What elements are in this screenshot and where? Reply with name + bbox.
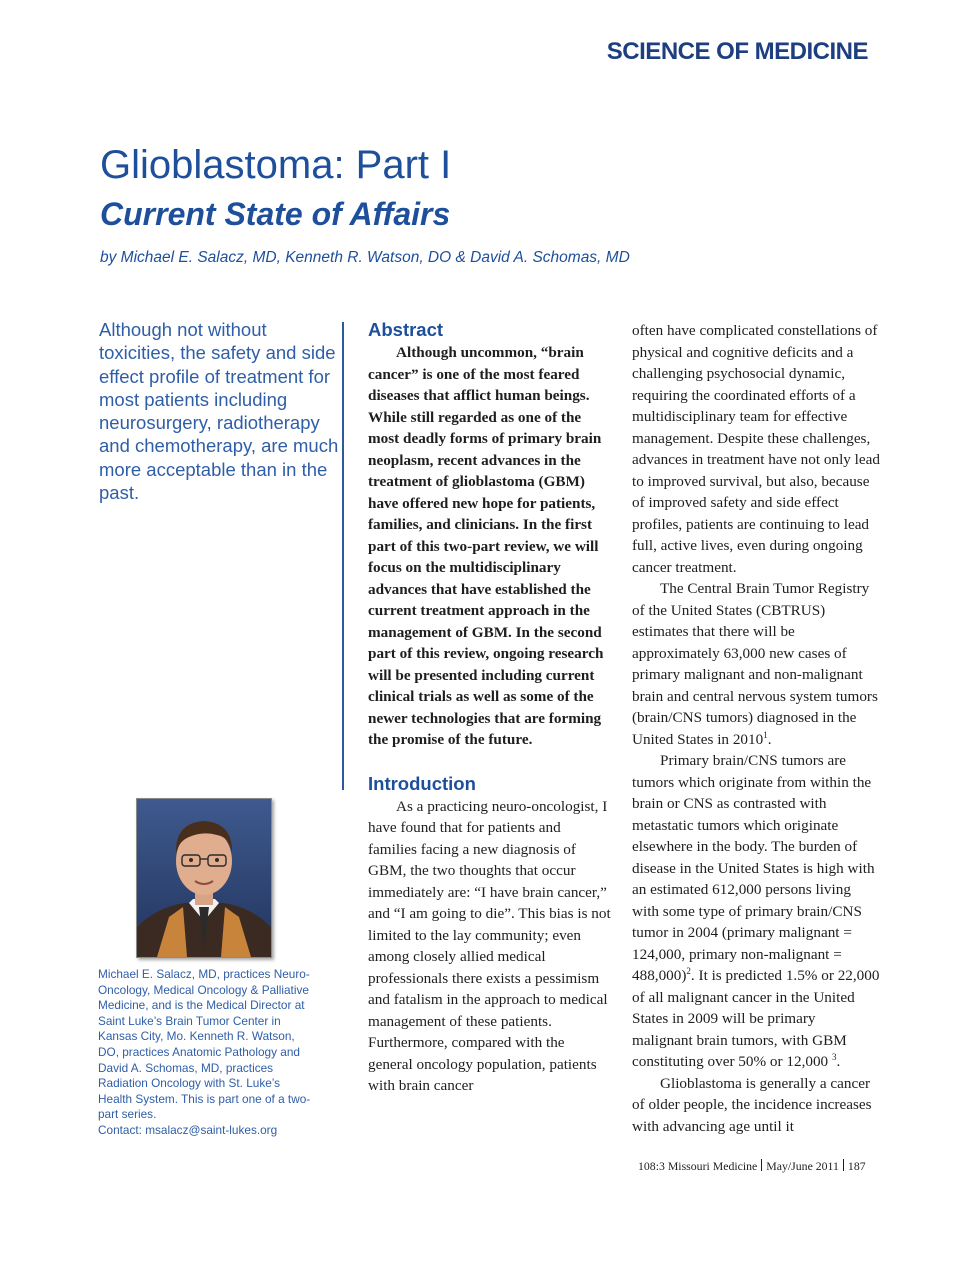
article-subtitle: Current State of Affairs xyxy=(100,196,451,232)
reference-1: 1 xyxy=(763,729,768,740)
author-bio xyxy=(98,967,313,1139)
column-right xyxy=(632,320,880,1137)
pull-quote-rule xyxy=(342,322,344,790)
footer-page-number: 187 xyxy=(847,1159,866,1173)
section-header: SCIENCE OF MEDICINE xyxy=(606,38,868,65)
col3-paragraph-3-end: . xyxy=(836,1053,841,1070)
abstract-heading: Abstract xyxy=(368,319,444,340)
byline: by Michael E. Salacz, MD, Kenneth R. Watson, DO & David A. Schomas, MD xyxy=(100,249,630,266)
author-bio-text: Michael E. Salacz, MD, practices Neuro-Oncology, Medical Oncology & Palliative Medicine, and is the Medical Director at Saint Luke’s Brain Tumor Center in Kansas City, Mo. Kenneth R. Watson, DO, practices Anatomic Pathology and David A. Schomas, MD, practices Radiation Oncology with St. Luke’s Health System. This is part one of a two-part series. xyxy=(98,967,311,1122)
abstract-text: Although uncommon, “brain cancer” is one of the most feared diseases that afflict human beings. While still regarded as one of the most deadly forms of primary brain neoplasm, recent advances in the treatment of glioblastoma (GBM) have offered new hope for patients, families, and clinicians. In the first part of this two-part review, we will focus on the multidisciplinary advances that have established the current treatment approach in the management of GBM. In the second part of this review, ongoing research will be presented including current clinical trials as well as some of the newer technologies that are forming the promise of the future. xyxy=(368,344,604,748)
introduction-text: As a practicing neuro-oncologist, I have found that for patients and families facing a new diagnosis of GBM, the two thoughts that occur immediately are: “I have brain cancer,” and “I am going to die”. This bias is not limited to the lay community; even among closely allied medical professionals there exists a pessimism and fatalism in the approach to medical management of these patients. Furthermore, compared with the general oncology population, patients with brain cancer xyxy=(368,797,611,1094)
col3-paragraph-2 xyxy=(632,578,880,750)
reference-3: 3 xyxy=(831,1051,837,1062)
footer-divider xyxy=(761,1159,762,1171)
author-photo xyxy=(136,798,272,958)
col3-paragraph-2-text: The Central Brain Tumor Registry of the United States (CBTRUS) estimates that there will be approximately 63,000 new cases of primary malignant and non-malignant brain and central nervous system tumors (brain/CNS tumors) diagnosed in the United States in 2010 xyxy=(632,580,878,748)
pull-quote: Although not without toxicities, the safety and side effect profile of treatment for most patients including neurosurgery, radiotherapy and chemotherapy, are much more acceptable than in the past. xyxy=(99,319,339,504)
col3-paragraph-3-mid: . It is predicted 1.5% or 22,000 of all malignant cancer in the United States in 2009 will be primary malignant brain tumors, with GBM constituting over 50% or 12,000 xyxy=(632,967,880,1070)
col3-paragraph-4: Glioblastoma is generally a cancer of older people, the incidence increases with advancing age until it xyxy=(632,1074,872,1135)
footer-divider xyxy=(843,1159,844,1171)
article-title: Glioblastoma: Part I xyxy=(100,143,452,187)
author-contact: Contact: msalacz@saint-lukes.org xyxy=(98,1122,278,1137)
page-footer xyxy=(638,1159,866,1174)
col3-paragraph-3 xyxy=(632,750,880,1073)
introduction-heading: Introduction xyxy=(368,772,476,794)
column-abstract-introduction xyxy=(368,318,612,1097)
col3-paragraph-2-end: . xyxy=(767,730,772,748)
footer-issue: May/June 2011 xyxy=(766,1159,839,1173)
reference-2: 2 xyxy=(686,965,691,976)
col3-paragraph-3-text: Primary brain/CNS tumors are tumors which originate from within the brain or CNS as contrasted with metastatic tumors which originate elsewhere in the body. The burden of disease in the United States is high with an estimated 612,000 persons living with some type of primary brain/CNS tumor in 2004 (primary malignant = 124,000, primary non-malignant = 488,000) xyxy=(632,752,875,984)
col3-paragraph-1: often have complicated constellations of physical and cognitive deficits and a challenging psychosocial dynamic, requiring the coordinated efforts of a multidisciplinary team for effective management. Despite these challenges, advances in treatment have not only lead to improved survival, but also, because of improved safety and side effect profiles, patients are continuing to lead full, active lives, even during ongoing cancer treatment. xyxy=(632,322,880,576)
author-portrait-image xyxy=(137,799,271,957)
footer-journal: 108:3 Missouri Medicine xyxy=(638,1159,758,1173)
